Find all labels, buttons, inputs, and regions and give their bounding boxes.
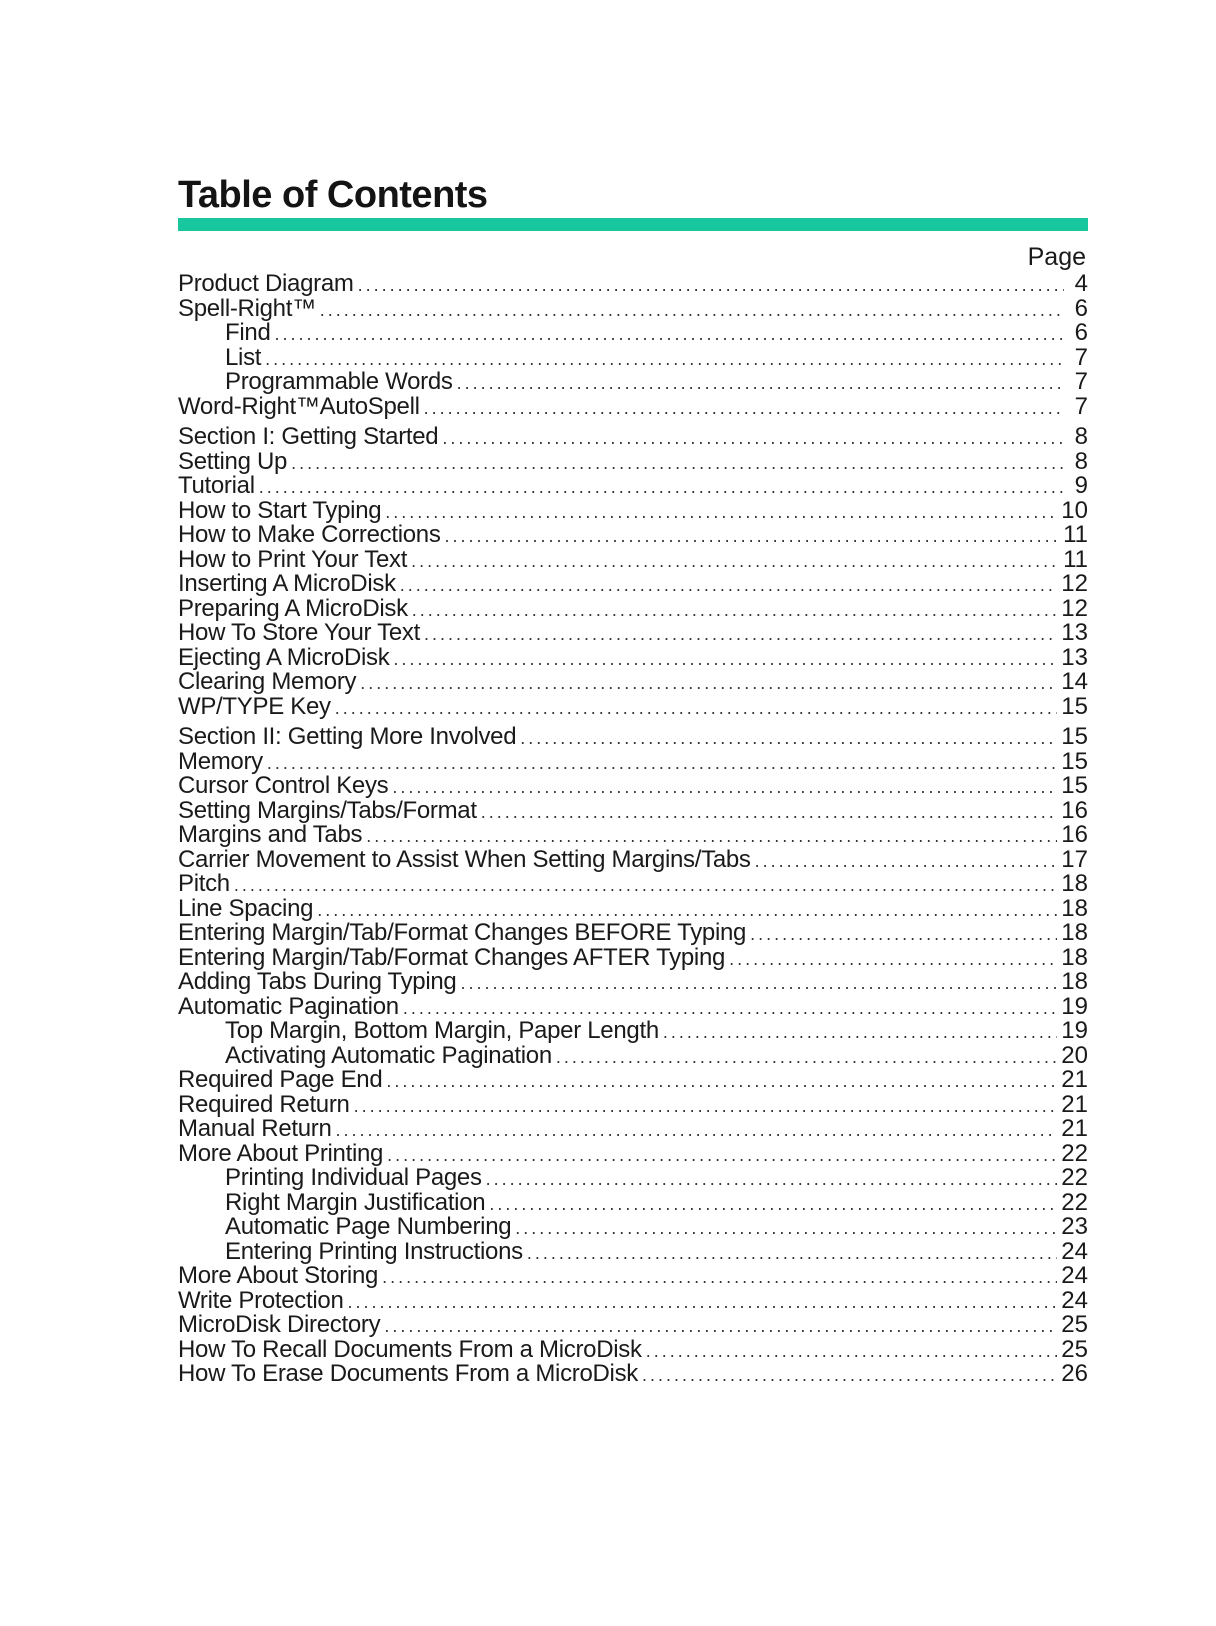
toc-entry-page: 4 <box>1074 272 1088 297</box>
toc-entry <box>178 670 1088 695</box>
toc-entry-label: Clearing Memory <box>178 670 357 695</box>
toc-entry-label: Find <box>225 321 271 346</box>
toc-entry-label: Line Spacing <box>178 896 314 921</box>
toc-entry-page: 7 <box>1074 345 1088 370</box>
toc-entry-page: 25 <box>1061 1313 1088 1338</box>
dot-leader <box>354 1094 1058 1118</box>
toc-entry-page: 24 <box>1061 1264 1088 1289</box>
toc-entry-label: How to Make Corrections <box>178 523 441 548</box>
page-column-label: Page <box>1027 243 1086 271</box>
toc-entry <box>178 872 1088 897</box>
toc-entry-label: Ejecting A MicroDisk <box>178 645 390 670</box>
dot-leader <box>317 898 1057 922</box>
dot-leader <box>385 500 1057 524</box>
toc-entry-page: 6 <box>1074 296 1088 321</box>
dot-leader <box>403 996 1057 1020</box>
toc-entry-label: Required Page End <box>178 1068 383 1093</box>
dot-leader <box>348 1290 1058 1314</box>
toc-entry-page: 25 <box>1061 1337 1088 1362</box>
dot-leader <box>275 322 1065 346</box>
toc-entry-label: How to Print Your Text <box>178 547 408 572</box>
toc-entry-label: MicroDisk Directory <box>178 1313 381 1338</box>
toc-entry-label: Activating Automatic Pagination <box>225 1043 552 1068</box>
toc-entry <box>178 1289 1088 1314</box>
toc-subentry <box>178 370 1088 395</box>
toc-entry-label: How To Store Your Text <box>178 621 421 646</box>
toc-entry-page: 21 <box>1061 1117 1088 1142</box>
toc-entry <box>178 1093 1088 1118</box>
dot-leader <box>457 371 1064 395</box>
toc-entry-label: WP/TYPE Key <box>178 694 331 719</box>
dot-leader <box>515 1216 1057 1240</box>
toc-entry <box>178 1117 1088 1142</box>
toc-entry-label: More About Printing <box>178 1141 384 1166</box>
toc-entry-page: 18 <box>1061 970 1088 995</box>
toc-entry <box>178 799 1088 824</box>
toc-entry-label: Section I: Getting Started <box>178 425 439 450</box>
toc-entry-page: 8 <box>1074 425 1088 450</box>
toc-entry-page: 17 <box>1061 847 1088 872</box>
toc-entry <box>178 1362 1088 1387</box>
toc-entry-page: 8 <box>1074 449 1088 474</box>
toc-entry <box>178 946 1088 971</box>
toc-entry-page: 9 <box>1074 474 1088 499</box>
toc-entry-label: Automatic Pagination <box>178 994 399 1019</box>
dot-leader <box>360 671 1057 695</box>
toc-entry-page: 7 <box>1074 370 1088 395</box>
toc-list <box>178 272 1088 1387</box>
toc-entry-page: 19 <box>1061 994 1088 1019</box>
toc-entry <box>178 897 1088 922</box>
toc-entry-label: Spell-Right™ <box>178 296 316 321</box>
toc-section-entry <box>178 725 1088 750</box>
toc-entry-label: Entering Printing Instructions <box>225 1239 523 1264</box>
toc-entry-page: 15 <box>1061 694 1088 719</box>
dot-leader <box>335 696 1058 720</box>
dot-leader <box>336 1118 1058 1142</box>
toc-entry-label: Right Margin Justification <box>225 1190 486 1215</box>
toc-entry-label: Product Diagram <box>178 272 354 297</box>
dot-leader <box>384 1314 1057 1338</box>
toc-entry-label: Memory <box>178 749 263 774</box>
toc-entry-label: Adding Tabs During Typing <box>178 970 457 995</box>
dot-leader <box>424 622 1057 646</box>
toc-entry-page: 21 <box>1061 1092 1088 1117</box>
toc-entry-label: How To Recall Documents From a MicroDisk <box>178 1337 642 1362</box>
toc-entry <box>178 1142 1088 1167</box>
dot-leader <box>265 347 1064 371</box>
dot-leader <box>267 751 1057 775</box>
toc-entry-page: 11 <box>1063 547 1088 572</box>
toc-entry-label: Margins and Tabs <box>178 823 363 848</box>
toc-entry <box>178 499 1088 524</box>
title-rule <box>178 218 1088 231</box>
toc-entry-label: Automatic Page Numbering <box>225 1215 512 1240</box>
dot-leader <box>393 647 1057 671</box>
toc-entry-page: 18 <box>1061 945 1088 970</box>
toc-entry <box>178 297 1088 322</box>
toc-entry-page: 20 <box>1061 1043 1088 1068</box>
toc-entry <box>178 823 1088 848</box>
page-title: Table of Contents <box>178 174 488 216</box>
dot-leader <box>424 396 1064 420</box>
toc-entry-page: 11 <box>1063 523 1088 548</box>
toc-entry-label: Inserting A MicroDisk <box>178 572 396 597</box>
toc-entry <box>178 395 1088 420</box>
toc-entry-label: More About Storing <box>178 1264 379 1289</box>
toc-entry-page: 24 <box>1061 1288 1088 1313</box>
toc-entry-label: Manual Return <box>178 1117 332 1142</box>
toc-entry-label: Printing Individual Pages <box>225 1166 482 1191</box>
toc-entry-label: Preparing A MicroDisk <box>178 596 408 621</box>
dot-leader <box>382 1265 1057 1289</box>
toc-entry <box>178 750 1088 775</box>
toc-entry <box>178 646 1088 671</box>
toc-entry <box>178 572 1088 597</box>
toc-entry <box>178 621 1088 646</box>
toc-entry-label: How to Start Typing <box>178 498 382 523</box>
toc-entry-page: 18 <box>1061 896 1088 921</box>
toc-entry <box>178 995 1088 1020</box>
toc-entry-label: Pitch <box>178 872 230 897</box>
toc-subentry <box>178 346 1088 371</box>
toc-subentry <box>178 1240 1088 1265</box>
dot-leader <box>411 549 1059 573</box>
toc-entry-page: 15 <box>1061 774 1088 799</box>
toc-subentry <box>178 1191 1088 1216</box>
dot-leader <box>366 824 1057 848</box>
toc-entry-page: 23 <box>1061 1215 1088 1240</box>
toc-entry <box>178 597 1088 622</box>
toc-entry <box>178 523 1088 548</box>
dot-leader <box>489 1192 1057 1216</box>
dot-leader <box>460 971 1057 995</box>
dot-leader <box>520 726 1057 750</box>
toc-entry <box>178 1338 1088 1363</box>
dot-leader <box>663 1020 1057 1044</box>
dot-leader <box>481 800 1058 824</box>
toc-entry-label: Word-Right™AutoSpell <box>178 394 420 419</box>
toc-entry-page: 10 <box>1061 498 1088 523</box>
toc-entry-label: Setting Margins/Tabs/Format <box>178 798 477 823</box>
dot-leader <box>392 775 1057 799</box>
toc-entry <box>178 695 1088 720</box>
toc-entry-page: 16 <box>1061 823 1088 848</box>
dot-leader <box>527 1241 1057 1265</box>
toc-entry <box>178 548 1088 573</box>
dot-leader <box>442 426 1064 450</box>
toc-entry-page: 12 <box>1061 572 1088 597</box>
toc-entry-page: 15 <box>1061 725 1088 750</box>
toc-entry-page: 14 <box>1061 670 1088 695</box>
dot-leader <box>386 1069 1057 1093</box>
toc-entry-label: Carrier Movement to Assist When Setting Margins/Tabs <box>178 847 751 872</box>
toc-entry <box>178 970 1088 995</box>
toc-subentry <box>178 1019 1088 1044</box>
toc-entry-page: 26 <box>1061 1362 1088 1387</box>
toc-entry <box>178 1264 1088 1289</box>
dot-leader <box>556 1045 1057 1069</box>
toc-entry-page: 6 <box>1074 321 1088 346</box>
toc-entry <box>178 1068 1088 1093</box>
toc-entry-page: 16 <box>1061 798 1088 823</box>
dot-leader <box>412 598 1058 622</box>
dot-leader <box>358 273 1064 297</box>
toc-entry <box>178 921 1088 946</box>
dot-leader <box>320 298 1064 322</box>
toc-entry-page: 18 <box>1061 921 1088 946</box>
toc-subentry <box>178 1044 1088 1069</box>
toc-entry-label: Tutorial <box>178 474 255 499</box>
toc-entry-label: Section II: Getting More Involved <box>178 725 517 750</box>
toc-entry-page: 24 <box>1061 1239 1088 1264</box>
toc-entry <box>178 774 1088 799</box>
toc-entry <box>178 1313 1088 1338</box>
dot-leader <box>400 573 1058 597</box>
toc-entry-label: Required Return <box>178 1092 350 1117</box>
toc-entry-page: 13 <box>1061 621 1088 646</box>
toc-entry-label: Programmable Words <box>225 370 453 395</box>
toc-entry <box>178 474 1088 499</box>
dot-leader <box>755 849 1058 873</box>
toc-entry-page: 12 <box>1061 596 1088 621</box>
toc-entry-label: How To Erase Documents From a MicroDisk <box>178 1362 638 1387</box>
toc-entry-page: 22 <box>1061 1166 1088 1191</box>
toc-entry <box>178 450 1088 475</box>
toc-entry-label: List <box>225 345 262 370</box>
toc-entry-page: 15 <box>1061 749 1088 774</box>
toc-entry <box>178 848 1088 873</box>
dot-leader <box>387 1143 1057 1167</box>
dot-leader <box>445 524 1060 548</box>
toc-section-entry <box>178 425 1088 450</box>
toc-entry-page: 21 <box>1061 1068 1088 1093</box>
toc-entry-label: Top Margin, Bottom Margin, Paper Length <box>225 1019 659 1044</box>
dot-leader <box>259 475 1064 499</box>
toc-entry-page: 18 <box>1061 872 1088 897</box>
toc-entry-page: 22 <box>1061 1141 1088 1166</box>
dot-leader <box>486 1167 1058 1191</box>
toc-entry-label: Entering Margin/Tab/Format Changes BEFORE Typing <box>178 921 747 946</box>
toc-entry-label: Entering Margin/Tab/Format Changes AFTER Typing <box>178 945 726 970</box>
dot-leader <box>291 451 1064 475</box>
dot-leader <box>750 922 1057 946</box>
toc-entry-label: Cursor Control Keys <box>178 774 389 799</box>
toc-subentry <box>178 321 1088 346</box>
dot-leader <box>646 1339 1058 1363</box>
toc-entry-page: 22 <box>1061 1190 1088 1215</box>
toc-entry-page: 19 <box>1061 1019 1088 1044</box>
dot-leader <box>729 947 1057 971</box>
toc-entry-page: 13 <box>1061 645 1088 670</box>
toc-entry-page: 7 <box>1074 394 1088 419</box>
toc-subentry <box>178 1166 1088 1191</box>
toc-entry <box>178 272 1088 297</box>
toc-entry-label: Write Protection <box>178 1288 344 1313</box>
dot-leader <box>642 1363 1057 1387</box>
dot-leader <box>234 873 1057 897</box>
toc-entry-label: Setting Up <box>178 449 288 474</box>
toc-subentry <box>178 1215 1088 1240</box>
